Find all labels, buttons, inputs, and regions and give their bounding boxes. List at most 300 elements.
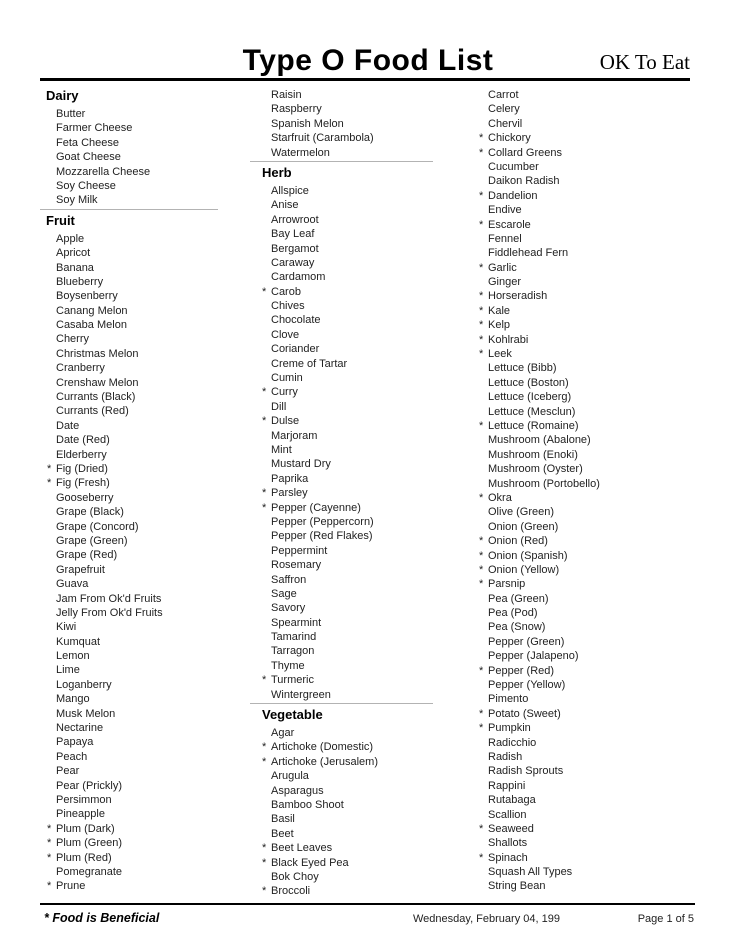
food-item (250, 812, 436, 826)
food-item-label: Mustard Dry (271, 458, 331, 471)
food-item-label: Pepper (Cayenne) (271, 501, 361, 514)
food-item (250, 184, 436, 198)
food-item-label: Allspice (271, 184, 309, 197)
food-item-label: Pepper (Peppercorn) (271, 515, 374, 528)
food-item-label: Blueberry (56, 275, 104, 288)
beneficial-marker: * (262, 386, 267, 399)
food-item-label: Beet (271, 827, 294, 840)
food-item (250, 472, 436, 486)
food-item (472, 851, 696, 865)
food-item (472, 189, 696, 203)
beneficial-marker: * (479, 261, 484, 274)
food-item-label: Pomegranate (56, 865, 123, 878)
food-item (40, 592, 242, 606)
food-item-label: Clove (271, 328, 300, 341)
food-item-label: Tamarind (271, 631, 317, 644)
food-item-label: Spanish Melon (271, 117, 344, 130)
beneficial-marker: * (262, 501, 267, 514)
food-item (250, 242, 436, 256)
food-item (472, 146, 696, 160)
food-item-label: Sage (271, 587, 297, 600)
food-item-label: Soy Cheese (56, 179, 116, 192)
beneficial-marker: * (479, 333, 484, 346)
section-header-herb: Herb (262, 164, 292, 180)
food-item (472, 390, 696, 404)
food-item (40, 246, 242, 260)
food-item-label: Grape (Black) (56, 506, 124, 519)
food-item-label: Radish Sprouts (488, 765, 564, 778)
food-item (40, 520, 242, 534)
food-item-label: Boysenberry (56, 290, 118, 303)
food-item-label: Ginger (488, 276, 522, 289)
food-item-label: Mushroom (Oyster) (488, 463, 583, 476)
beneficial-marker: * (479, 304, 484, 317)
beneficial-marker: * (479, 535, 484, 548)
food-item (472, 433, 696, 447)
food-item-label: Onion (Yellow) (488, 563, 560, 576)
food-item-label: Plum (Green) (56, 837, 123, 850)
food-item (472, 477, 696, 491)
food-item-label: Rutabaga (488, 794, 536, 807)
food-item (40, 318, 242, 332)
food-item-label: Grape (Green) (56, 534, 128, 547)
food-item (250, 673, 436, 687)
food-item-label: Savory (271, 602, 306, 615)
food-item (250, 443, 436, 457)
food-item (472, 102, 696, 116)
food-item-label: Asparagus (271, 784, 324, 797)
food-item-label: Beet Leaves (271, 842, 333, 855)
food-item-label: Pea (Snow) (488, 621, 546, 634)
food-item-label: Goat Cheese (56, 151, 121, 164)
food-item-label: Peach (56, 750, 88, 763)
food-item-label: Fennel (488, 232, 522, 245)
food-item-label: Carrot (488, 89, 519, 101)
food-item (250, 131, 436, 145)
food-item-label: Arugula (271, 770, 309, 783)
food-item (250, 644, 436, 658)
food-item-label: Leek (488, 348, 512, 361)
food-item (250, 457, 436, 471)
food-item-label: Mushroom (Abalone) (488, 434, 591, 447)
food-item-label: Mushroom (Enoki) (488, 448, 578, 461)
food-item-label: Farmer Cheese (56, 122, 133, 135)
food-item-label: Dandelion (488, 189, 538, 202)
food-item-label: Guava (56, 578, 89, 591)
food-item-label: Christmas Melon (56, 347, 139, 360)
food-item (40, 361, 242, 375)
food-item (250, 587, 436, 601)
food-item (250, 102, 436, 116)
food-item (250, 529, 436, 543)
food-item-label: Rappini (488, 779, 526, 792)
food-item (472, 707, 696, 721)
food-item (472, 836, 696, 850)
beneficial-marker: * (262, 842, 267, 855)
food-item-label: Soy Milk (56, 194, 98, 207)
food-item-label: Cucumber (488, 160, 539, 173)
food-item-label: Shallots (488, 837, 528, 850)
food-item-label: Parsley (271, 487, 308, 500)
food-item-label: Fiddlehead Fern (488, 247, 569, 260)
food-item (40, 779, 242, 793)
food-item (472, 620, 696, 634)
food-item (472, 174, 696, 188)
food-item (472, 505, 696, 519)
food-item (40, 232, 242, 246)
food-item (250, 88, 436, 102)
food-item (472, 203, 696, 217)
food-item-label: Carob (271, 285, 301, 298)
food-item-label: Spinach (488, 851, 528, 864)
food-item-label: Currants (Red) (56, 405, 129, 418)
food-item-label: Endive (488, 204, 522, 217)
food-item (250, 342, 436, 356)
food-item (472, 534, 696, 548)
food-item-label: Celery (488, 103, 520, 116)
food-item (250, 371, 436, 385)
food-item (40, 879, 242, 893)
food-item-label: Date (Red) (56, 434, 110, 447)
food-item-label: Dill (271, 400, 287, 413)
food-item (40, 721, 242, 735)
food-item-label: Bamboo Shoot (271, 798, 344, 811)
food-item-label: Prune (56, 880, 86, 893)
beneficial-legend: * Food is Beneficial (44, 911, 160, 925)
beneficial-marker: * (479, 290, 484, 303)
food-item (40, 165, 242, 179)
food-item-label: Pea (Pod) (488, 607, 538, 620)
food-item (40, 836, 242, 850)
food-item (472, 865, 696, 879)
food-item (40, 807, 242, 821)
food-item-label: Mozzarella Cheese (56, 165, 151, 178)
column-middle (250, 85, 436, 899)
food-item (40, 678, 242, 692)
food-item-label: Saffron (271, 573, 307, 586)
food-item (40, 505, 242, 519)
food-item (472, 678, 696, 692)
food-item (250, 357, 436, 371)
food-item-label: Garlic (488, 261, 517, 274)
food-item-label: Chocolate (271, 314, 321, 327)
food-item (472, 246, 696, 260)
food-item (40, 150, 242, 164)
food-item (40, 822, 242, 836)
food-item-label: Okra (488, 491, 512, 504)
food-item-label: Persimmon (56, 793, 112, 806)
food-item (250, 769, 436, 783)
section-header-fruit: Fruit (46, 212, 75, 228)
food-item (250, 884, 436, 898)
header-rule (40, 78, 690, 81)
food-item (40, 390, 242, 404)
food-item (472, 117, 696, 131)
food-item-label: Butter (56, 108, 86, 120)
beneficial-marker: * (262, 755, 267, 768)
beneficial-marker: * (262, 856, 267, 869)
food-item-label: Watermelon (271, 146, 330, 159)
food-item-label: Potato (Sweet) (488, 707, 561, 720)
food-item-label: Caraway (271, 256, 315, 269)
food-item-label: Pear (56, 765, 80, 778)
food-item (250, 117, 436, 131)
beneficial-marker: * (479, 419, 484, 432)
food-item-label: Chervil (488, 117, 523, 130)
food-item (472, 635, 696, 649)
food-item (250, 227, 436, 241)
food-item (472, 822, 696, 836)
food-item-label: Radicchio (488, 736, 537, 749)
food-item (472, 649, 696, 663)
food-item (250, 213, 436, 227)
food-item-label: Mango (56, 693, 90, 706)
food-item (250, 784, 436, 798)
food-item-label: Pepper (Green) (488, 635, 565, 648)
food-item-label: Papaya (56, 736, 94, 749)
food-item (472, 491, 696, 505)
food-item (250, 726, 436, 740)
beneficial-marker: * (47, 880, 52, 893)
section-header-vegetable: Vegetable (262, 707, 323, 723)
food-item (40, 793, 242, 807)
beneficial-marker: * (47, 462, 52, 475)
food-item (250, 798, 436, 812)
food-item (250, 414, 436, 428)
food-item-label: Jelly From Ok'd Fruits (56, 606, 163, 619)
beneficial-marker: * (47, 851, 52, 864)
food-item-label: Lettuce (Romaine) (488, 419, 579, 432)
beneficial-marker: * (262, 741, 267, 754)
food-item (472, 879, 696, 893)
food-item (472, 419, 696, 433)
food-item-label: Raspberry (271, 103, 322, 116)
section-header-dairy: Dairy (46, 88, 79, 103)
food-item-label: Seaweed (488, 822, 534, 835)
food-item-label: Pumpkin (488, 722, 531, 735)
food-item-label: Thyme (271, 659, 305, 672)
food-item (472, 779, 696, 793)
food-item (40, 707, 242, 721)
food-item (40, 764, 242, 778)
food-item (250, 630, 436, 644)
beneficial-marker: * (262, 285, 267, 298)
food-item-label: Pineapple (56, 808, 105, 821)
food-item-label: Horseradish (488, 290, 548, 303)
food-item (40, 750, 242, 764)
food-item-label: Arrowroot (271, 213, 319, 226)
food-item-label: Cranberry (56, 362, 105, 375)
food-item (40, 136, 242, 150)
food-item (250, 659, 436, 673)
food-item-label: Artichoke (Domestic) (271, 741, 374, 754)
food-item-label: Grapefruit (56, 563, 105, 576)
food-item (250, 313, 436, 327)
food-item-label: Pea (Green) (488, 592, 549, 605)
food-item-label: Scallion (488, 808, 527, 821)
food-item-label: Starfruit (Carambola) (271, 132, 374, 145)
food-item-label: Mint (271, 443, 292, 456)
beneficial-marker: * (479, 218, 484, 231)
beneficial-marker: * (479, 664, 484, 677)
food-item-label: Tarragon (271, 645, 315, 658)
food-item (40, 548, 242, 562)
food-item (40, 433, 242, 447)
food-item-label: Kelp (488, 319, 511, 332)
food-item (472, 347, 696, 361)
section-divider (40, 209, 218, 210)
food-item-label: Onion (Red) (488, 535, 548, 548)
beneficial-marker: * (479, 491, 484, 504)
food-item-label: Apple (56, 232, 85, 245)
food-item-label: Date (56, 419, 80, 432)
food-item (40, 448, 242, 462)
beneficial-marker: * (479, 722, 484, 735)
food-item (40, 419, 242, 433)
food-item (40, 476, 242, 490)
column-left (40, 85, 242, 894)
food-item (472, 750, 696, 764)
page-title: Type O Food List (242, 44, 494, 77)
food-item-label: Onion (Spanish) (488, 549, 568, 562)
food-item (472, 218, 696, 232)
food-item (40, 275, 242, 289)
food-item (250, 616, 436, 630)
beneficial-marker: * (479, 146, 484, 159)
beneficial-marker: * (262, 674, 267, 687)
food-item (40, 577, 242, 591)
food-item-label: Collard Greens (488, 146, 562, 159)
food-item-label: Lettuce (Mesclun) (488, 405, 576, 418)
food-item-label: Lemon (56, 650, 90, 663)
food-item (472, 764, 696, 778)
food-item-label: Fig (Dried) (56, 462, 108, 475)
food-item-label: Plum (Red) (56, 851, 112, 864)
food-item-label: Loganberry (56, 678, 112, 691)
food-item-label: Spearmint (271, 616, 322, 629)
food-item (472, 736, 696, 750)
food-item (250, 755, 436, 769)
food-item (250, 841, 436, 855)
food-item (250, 198, 436, 212)
food-item-label: Gooseberry (56, 491, 114, 504)
food-item-label: Agar (271, 727, 295, 740)
footer-rule (40, 903, 695, 905)
beneficial-marker: * (479, 189, 484, 202)
food-item (472, 549, 696, 563)
food-item-label: Banana (56, 261, 94, 274)
food-item-label: Radish (488, 750, 523, 763)
food-item-label: Cardamom (271, 271, 326, 284)
food-item-label: Grape (Concord) (56, 520, 139, 533)
food-item (472, 361, 696, 375)
food-item-label: Wintergreen (271, 688, 331, 701)
food-item (472, 462, 696, 476)
food-item-label: Raisin (271, 89, 302, 101)
food-item-label: Lettuce (Bibb) (488, 362, 557, 375)
food-item (472, 88, 696, 102)
food-item-label: Crenshaw Melon (56, 376, 139, 389)
food-item-label: Kohlrabi (488, 333, 529, 346)
food-item-label: Marjoram (271, 429, 318, 442)
food-item-label: Nectarine (56, 722, 104, 735)
food-item-label: Lettuce (Boston) (488, 376, 569, 389)
food-item-label: Chives (271, 300, 305, 313)
food-item (40, 534, 242, 548)
food-item (250, 328, 436, 342)
food-item (472, 808, 696, 822)
food-item (40, 332, 242, 346)
food-item (250, 429, 436, 443)
food-item-label: Lettuce (Iceberg) (488, 391, 572, 404)
food-item-label: Bergamot (271, 242, 319, 255)
section-divider (250, 703, 433, 704)
beneficial-marker: * (479, 707, 484, 720)
food-item-label: Cherry (56, 333, 90, 346)
food-item-label: Peppermint (271, 544, 328, 557)
food-item (40, 289, 242, 303)
food-item (472, 448, 696, 462)
food-item-label: Bok Choy (271, 870, 319, 883)
food-item-label: Pepper (Red) (488, 664, 555, 677)
food-item-label: Anise (271, 199, 299, 212)
food-item (250, 740, 436, 754)
food-item (40, 692, 242, 706)
food-item-label: Feta Cheese (56, 136, 119, 149)
food-item-label: Squash All Types (488, 866, 573, 879)
food-item-label: Grape (Red) (56, 549, 118, 562)
food-item (250, 385, 436, 399)
food-item (250, 270, 436, 284)
food-item (250, 146, 436, 160)
food-item-label: Kumquat (56, 635, 101, 648)
food-item (250, 544, 436, 558)
food-item-label: Jam From Ok'd Fruits (56, 592, 162, 605)
beneficial-marker: * (479, 132, 484, 145)
food-item (472, 692, 696, 706)
food-item (250, 501, 436, 515)
food-item (250, 285, 436, 299)
food-item (40, 563, 242, 577)
food-item (472, 721, 696, 735)
food-item (250, 601, 436, 615)
food-item (40, 121, 242, 135)
footer-page-number: Page 1 of 5 (637, 913, 694, 925)
food-item-label: Musk Melon (56, 707, 116, 720)
food-item-label: Turmeric (271, 674, 314, 687)
food-item-label: Parsnip (488, 578, 526, 591)
food-item-label: Pepper (Yellow) (488, 679, 566, 692)
food-item-label: Elderberry (56, 448, 107, 461)
food-item (472, 592, 696, 606)
food-item-label: Currants (Black) (56, 391, 136, 404)
food-item (40, 107, 242, 121)
food-item (250, 400, 436, 414)
food-item (472, 333, 696, 347)
food-item (472, 289, 696, 303)
ok-to-eat-label: OK To Eat (599, 50, 690, 74)
food-item-label: Fig (Fresh) (56, 477, 110, 490)
food-item (472, 664, 696, 678)
food-item-label: Creme of Tartar (271, 357, 348, 370)
food-item-label: Chickory (488, 132, 531, 145)
food-item-label: Kiwi (56, 621, 77, 634)
food-item (472, 261, 696, 275)
food-item (472, 318, 696, 332)
food-item-label: Cumin (271, 372, 303, 385)
food-item (40, 193, 242, 207)
beneficial-marker: * (479, 578, 484, 591)
